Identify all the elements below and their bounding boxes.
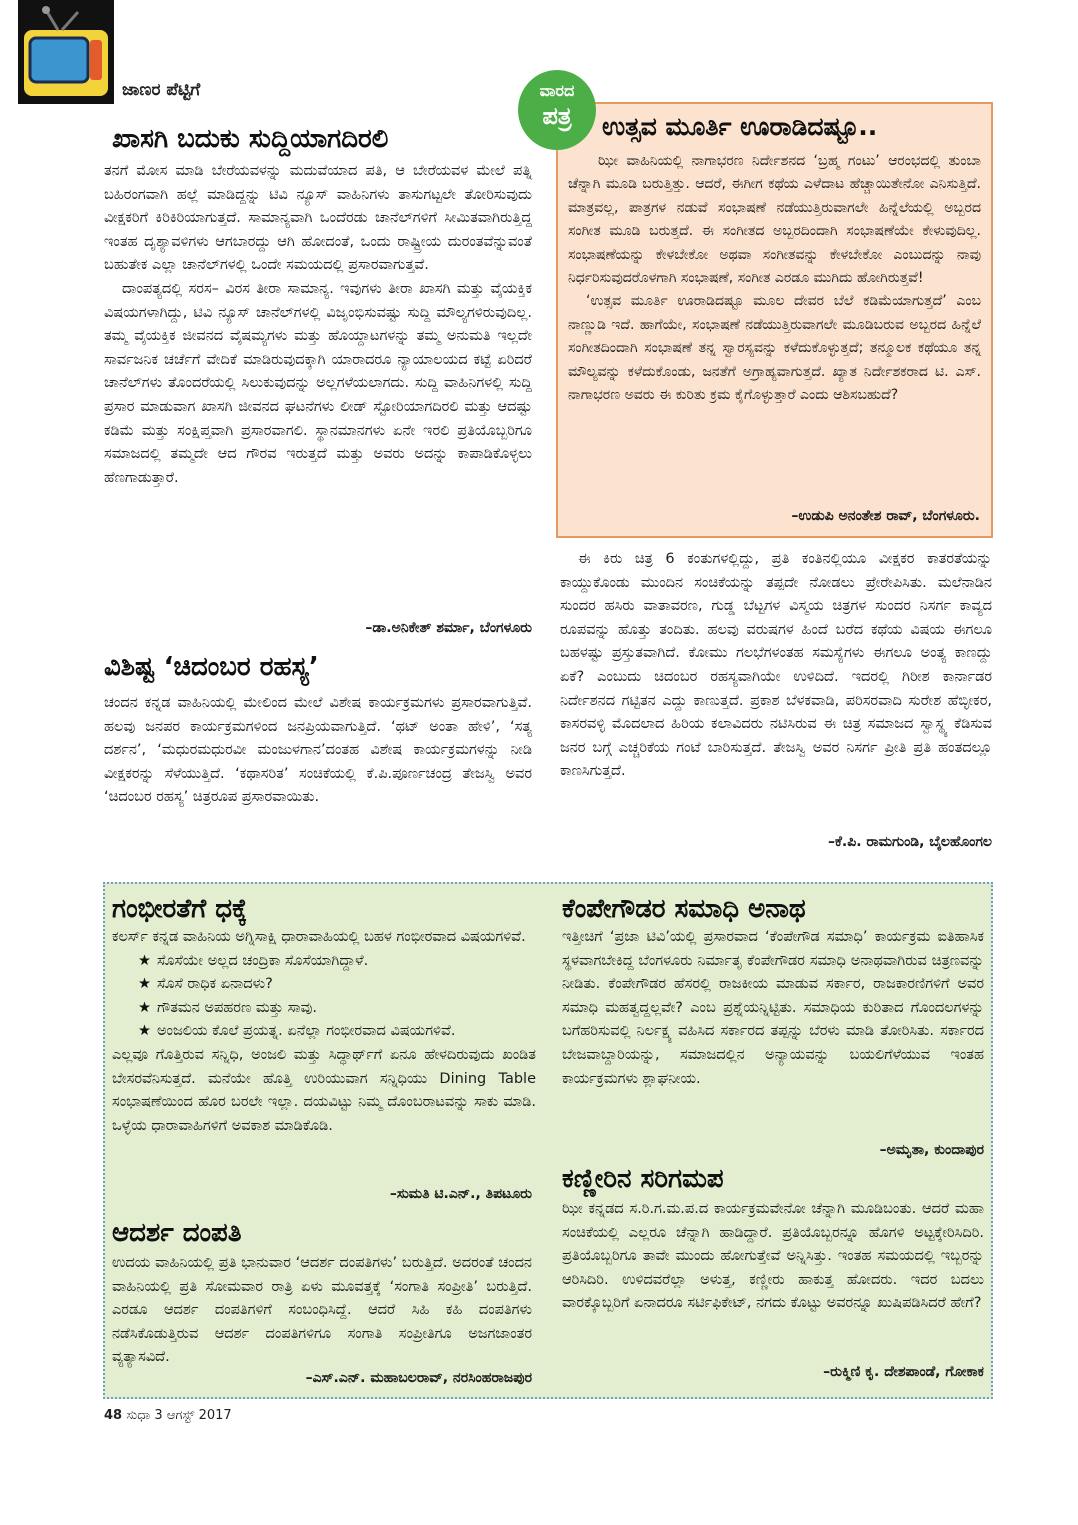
- article2-cont-body: [560, 548, 992, 784]
- page-number: 48: [104, 1408, 123, 1423]
- article5-body: ಇತ್ತೀಚಿಗೆ ‘ಪ್ರಜಾ ಟಿವಿ’ಯಲ್ಲಿ ಪ್ರಸಾರವಾದ ‘ಕೆಂಪೇಗೌಡ ಸಮಾಧಿ’ ಕಾರ್ಯಕ್ರಮ ಐತಿಹಾಸಿಕ ಸ್ಥಳವಾಗಬೇಕಿದ್ದ ಬೆಂಗಳೂರು ನಿರ್ಮಾತೃ ಕೆಂಪೇಗೌಡರ ಸಮಾಧಿ ಅನಾಥವಾಗಿರುವ ಚಿತ್ರಣವನ್ನು ನೀಡಿತು. ಕೆಂಪೇಗೌಡರ ಹೆಸರಲ್ಲಿ ರಾಜಕೀಯ ಮಾಡುವ ಸರ್ಕಾರ, ರಾಜಕಾರಣಿಗಳಿಗೆ ಅವರ ಸಮಾಧಿ ಮಹತ್ವದ್ದಲ್ಲವೇ? ಎಂಬ ಪ್ರಶ್ನೆಯನ್ನಿಟ್ಟಿತು. ಸಮಾಧಿಯ ಕುರಿತಾದ ಗೊಂದಲಗಳನ್ನು ಬಗೆಹರಿಸುವಲ್ಲಿ ನಿರ್ಲಕ್ಷ್ಯ ವಹಿಸಿದ ಸರ್ಕಾರದ ತಪ್ಪನ್ನು ಬೆರಳು ಮಾಡಿ ತೋರಿಸಿತು. ಸರ್ಕಾರದ ಬೇಜವಾಬ್ದಾರಿಯನ್ನು, ಸಮಾಜದಲ್ಲಿನ ಅನ್ಯಾಯವನ್ನು ಬಯಲಿಗೆಳೆಯುವ ಇಂತಹ ಕಾರ್ಯಕ್ರಮಗಳು ಶ್ಲಾಘನೀಯ.: [562, 929, 984, 1087]
- article5-signature: –ಅಮೃತಾ, ಕುಂದಾಪುರ: [879, 1142, 984, 1158]
- article5-title: ಕೆಂಪೇಗೌಡರ ಸಮಾಧಿ ಅನಾಥ: [562, 894, 806, 924]
- article3-title: ಗಂಭೀರತೆಗೆ ಧಕ್ಕೆ: [112, 894, 248, 924]
- tv-logo: [18, 0, 114, 104]
- article2-paragraph: ಚಂದನ ಕನ್ನಡ ವಾಹಿನಿಯಲ್ಲಿ ಮೇಲಿಂದ ಮೇಲೆ ವಿಶೇಷ ಕಾರ್ಯಕ್ರಮಗಳು ಪ್ರಸಾರವಾಗುತ್ತಿವೆ. ಹಲವು ಜನಪರ ಕಾರ್ಯಕ್ರಮಗಳಿಂದ ಜನಪ್ರಿಯವಾಗುತ್ತಿದೆ. ‘ಥಟ್ ಅಂತಾ ಹೇಳಿ’, ‘ಸತ್ಯ ದರ್ಶನ’, ‘ಮಧುರಮಧುರವೀ ಮಂಜುಳಗಾನ’ದಂತಹ ವಿಶೇಷ ಕಾರ್ಯಕ್ರಮಗಳನ್ನು ನೀಡಿ ವೀಕ್ಷಕರನ್ನು ಸೆಳೆಯುತ್ತಿದೆ. ‘ಕಥಾಸರಿತ’ ಸಂಚಿಕೆಯಲ್ಲಿ ಕೆ.ಪಿ.ಪೂರ್ಣಚಂದ್ರ ತೇಜಸ್ವಿ ಅವರ ‘ಚಿದಂಬರ ರಹಸ್ಯ’ ಚಿತ್ರರೂಪ ಪ್ರಸಾರವಾಯಿತು.: [104, 695, 532, 806]
- featured-paragraph: ಝೀ ವಾಹಿನಿಯಲ್ಲಿ ನಾಗಾಭರಣ ನಿರ್ದೇಶನದ ‘ಬ್ರಹ್ಮ ಗಂಟು’ ಆರಂಭದಲ್ಲಿ ತುಂಬಾ ಚೆನ್ನಾಗಿ ಮೂಡಿ ಬರುತ್ತಿತ್ತು. ಆದರೆ, ಈಗೀಗ ಕಥೆಯ ಎಳೆದಾಟ ಹೆಚ್ಚಾಯಿತೇನೋ ಎನಿಸುತ್ತಿದೆ. ಮಾತ್ರವಲ್ಲ, ಪಾತ್ರಗಳ ನಡುವೆ ಸಂಭಾಷಣೆ ನಡೆಯುತ್ತಿರುವಾಗಲೇ ಹಿನ್ನೆಲೆಯಲ್ಲಿ ಅಬ್ಬರದ ಸಂಗೀತ ಮೂಡಿ ಬರುತ್ತದೆ. ಈ ಸಂಗೀತದ ಅಬ್ಬರದಿಂದಾಗಿ ಸಂಭಾಷಣೆಯೇ ಕೇಳುವುದಿಲ್ಲ. ಸಂಭಾಷಣೆಯನ್ನು ಕೇಳಬೇಕೋ ಅಥವಾ ಸಂಗೀತವನ್ನು ಕೇಳಬೇಕೋ ಎಂಬುದನ್ನು ನಾವು ನಿರ್ಧರಿಸುವುದರೊಳಗಾಗಿ ಸಂಭಾಷಣೆ, ಸಂಗೀತ ಎರಡೂ ಮುಗಿದು ಹೋಗಿರುತ್ತವೆ!: [568, 153, 981, 287]
- weekly-letter-badge: [518, 70, 596, 150]
- article6-title: ಕಣ್ಣೀರಿನ ಸರಿಗಮಪ: [562, 1164, 724, 1194]
- article6-signature: –ರುಕ್ಮಿಣಿ ಕೃ. ದೇಶಪಾಂಡೆ, ಗೋಕಾಕ: [823, 1364, 984, 1380]
- article1-paragraph: ತನಗೆ ಮೋಸ ಮಾಡಿ ಬೇರೆಯವಳನ್ನು ಮದುವೆಯಾದ ಪತಿ, ಆ ಬೇರೆಯವಳ ಮೇಲೆ ಪತ್ನಿ ಬಹಿರಂಗವಾಗಿ ಹಲ್ಲೆ ಮಾಡಿದ್ದನ್ನು ಟಿವಿ ನ್ಯೂಸ್ ವಾಹಿನಿಗಳು ತಾಸುಗಟ್ಟಲೇ ತೋರಿಸುವುದು ವೀಕ್ಷಕರಿಗೆ ಕಿರಿಕಿರಿಯಾಗುತ್ತದೆ. ಸಾಮಾನ್ಯವಾಗಿ ಒಂದೆರಡು ಚಾನೆಲ್‌ಗಳಿಗೆ ಸೀಮಿತವಾಗಿರುತ್ತಿದ್ದ ಇಂತಹ ದೃಶ್ಯಾವಳಿಗಳು ಆಗಬಾರದ್ದು ಆಗಿ ಹೋದಂತೆ, ಒಂದು ರಾಷ್ಟ್ರೀಯ ದುರಂತವೆನ್ನುವಂತೆ ಬಹುತೇಕ ಎಲ್ಲಾ ಚಾನೆಲ್‌ಗಳಲ್ಲಿ ಒಂದೇ ಸಮಯದಲ್ಲಿ ಪ್ರಸಾರವಾಗುತ್ತವೆ.: [104, 163, 532, 274]
- featured-signature: –ಉಡುಪಿ ಅನಂತೇಶ ರಾವ್, ಬೆಂಗಳೂರು.: [791, 508, 980, 524]
- bullet-item: ★ ಗೌತಮನ ಅಪಹರಣ ಮತ್ತು ಸಾವು.: [138, 999, 318, 1016]
- badge-line2: ಪತ್ರ: [542, 102, 572, 130]
- star-icon: ★: [138, 952, 151, 969]
- footer-text: ಸುಧಾ 3 ಆಗಸ್ಟ್ 2017: [126, 1408, 232, 1423]
- article2-cont-signature: –ಕೆ.ಪಿ. ರಾಮಗುಂಡಿ, ಬೈಲಹೊಂಗಲ: [828, 834, 992, 850]
- page-footer: [104, 1408, 232, 1423]
- article3-body: [112, 926, 536, 1138]
- featured-body: [568, 150, 981, 407]
- article3-bullets: [112, 950, 536, 1044]
- article4-body: ಉದಯ ವಾಹಿನಿಯಲ್ಲಿ ಪ್ರತಿ ಭಾನುವಾರ ‘ಆದರ್ಶ ದಂಪತಿಗಳು’ ಬರುತ್ತಿದೆ. ಅದರಂತೆ ಚಂದನ ವಾಹಿನಿಯಲ್ಲಿ ಪ್ರತಿ ಸೋಮವಾರ ರಾತ್ರಿ ಏಳು ಮೂವತ್ತಕ್ಕೆ ‘ಸಂಗಾತಿ ಸಂಪ್ರೀತಿ’ ಬರುತ್ತಿದೆ. ಎರಡೂ ಆದರ್ಶ ದಂಪತಿಗಳಿಗೆ ಸಂಬಂಧಿಸಿದ್ದೆ. ಆದರೆ ಸಿಹಿ ಕಹಿ ದಂಪತಿಗಳು ನಡೆಸಿಕೊಡುತ್ತಿರುವ ಆದರ್ಶ ದಂಪತಿಗಳಿಗೂ ಸಂಗಾತಿ ಸಂಪ್ರೀತಿಗೂ ಅಜಗಜಾಂತರ ವ್ಯತ್ಯಾಸವಿದೆ.: [112, 1255, 532, 1366]
- star-icon: ★: [138, 976, 151, 993]
- bullet-item: ★ ಸೊಸೆಯೇ ಅಲ್ಲದ ಚಂದ್ರಿಕಾ ಸೊಸೆಯಾಗಿದ್ದಾಳೆ.: [138, 952, 369, 969]
- article2-title: ವಿಶಿಷ್ಟ ‘ಚಿದಂಬರ ರಹಸ್ಯ’: [104, 652, 319, 682]
- star-icon: ★: [138, 1023, 151, 1040]
- article4-title: ಆದರ್ಶ ದಂಪತಿ: [112, 1218, 242, 1248]
- article1-body: [104, 160, 532, 490]
- tv-icon: [18, 0, 114, 104]
- article4-signature: –ಎಸ್.ಎನ್. ಮಹಾಬಲರಾವ್, ನರಸಿಂಹರಾಜಪುರ: [305, 1370, 532, 1386]
- article3-paragraph: ಎಲ್ಲವೂ ಗೊತ್ತಿರುವ ಸನ್ನಿಧಿ, ಅಂಜಲಿ ಮತ್ತು ಸಿದ್ಧಾರ್ಥ್‌ಗೆ ಏನೂ ಹೇಳದಿರುವುದು ಖಂಡಿತ ಬೇಸರವೆನಿಸುತ್ತದೆ. ಮನೆಯೇ ಹೊತ್ತಿ ಉರಿಯುವಾಗ ಸನ್ನಿಧಿಯು Dining Table ಸಂಭಾಷಣೆಯಿಂದ ಹೊರ ಬರಲೇ ಇಲ್ಲಾ. ದಯವಿಟ್ಟು ನಿಮ್ಮ ದೊಂಬರಾಟವನ್ನು ಸಾಕು ಮಾಡಿ. ಒಳ್ಳೆಯ ಧಾರಾವಾಹಿಗಳಿಗೆ ಅವಕಾಶ ಮಾಡಿಕೊಡಿ.: [112, 1046, 536, 1134]
- bullet-item: ★ ಅಂಜಲಿಯ ಕೊಲೆ ಪ್ರಯತ್ನ. ಏನೆಲ್ಲಾ ಗಂಭೀರವಾದ ವಿಷಯಗಳಿವೆ.: [138, 1023, 456, 1040]
- article2-cont-paragraph: ಈ ಕಿರು ಚಿತ್ರ 6 ಕಂತುಗಳಲ್ಲಿದ್ದು, ಪ್ರತಿ ಕಂತಿನಲ್ಲಿಯೂ ವೀಕ್ಷಕರ ಕಾತರತೆಯನ್ನು ಕಾಯ್ದುಕೊಂಡು ಮುಂದಿನ ಸಂಚಿಕೆಯನ್ನು ತಪ್ಪದೇ ನೋಡಲು ಪ್ರೇರೇಪಿಸಿತು. ಮಲೆನಾಡಿನ ಸುಂದರ ಹಸಿರು ವಾತಾವರಣ, ಗುಡ್ಡ ಬೆಟ್ಟಗಳ ವಿಸ್ಮಯ ಚಿತ್ರಗಳ ಸುಂದರ ನಿಸರ್ಗ ಕಾವ್ಯದ ರೂಪವನ್ನು ಹೊತ್ತು ತಂದಿತು. ಹಲವು ವರುಷಗಳ ಹಿಂದೆ ಬರೆದ ಕಥೆಯ ವಿಷಯ ಈಗಲೂ ಬಹಳಷ್ಟು ಪ್ರಸ್ತುತವಾಗಿದೆ. ಕೋಮು ಗಲಭೆಗಳಂತಹ ಸಮಸ್ಯೆಗಳು ಈಗಲೂ ಅಂತ್ಯ ಕಾಣದ್ದು ಏಕೆ? ಎಂಬುದು ಚಿದಂಬರ ರಹಸ್ಯವಾಗಿಯೇ ಉಳಿದಿದೆ. ಇದರಲ್ಲಿ ಗಿರೀಶ ಕಾರ್ನಾಡರ ನಿರ್ದೇಶನದ ಗಟ್ಟಿತನ ಎದ್ದು ಕಾಣುತ್ತದೆ. ಪ್ರಕಾಶ ಬೆಳಕವಾಡಿ, ಪರಿಸರವಾದಿ ಸುರೇಶ ಹೆಬ್ಳೀಕರ, ಕಾಸರವಳ್ಳಿ ಮೊದಲಾದ ಹಿರಿಯ ಕಲಾವಿದರು ನಟಿಸಿರುವ ಈ ಚಿತ್ರ ಸಮಾಜದ ಸ್ವಾಸ್ಥ್ಯ ಕೆಡಿಸುವ ಜನರ ಬಗ್ಗೆ ಎಚ್ಚರಿಕೆಯ ಗಂಟೆ ಬಾರಿಸುತ್ತದೆ. ತೇಜಸ್ವಿ ಅವರ ನಿಸರ್ಗ ಪ್ರೀತಿ ಪ್ರತಿ ಹಂತದಲ್ಲೂ ಕಾಣಸಿಗುತ್ತದೆ.: [560, 551, 992, 780]
- badge-line1: ವಾರದ: [539, 81, 575, 100]
- section-label: ಜಾಣರ ಪೆಟ್ಟಿಗೆ: [122, 80, 201, 100]
- featured-letter-box: [556, 102, 993, 538]
- featured-title: ಉತ್ಸವ ಮೂರ್ತಿ ಊರಾಡಿದಷ್ಟೂ..: [602, 112, 878, 141]
- article6-body: ಝೀ ಕನ್ನಡದ ಸ.ರಿ.ಗ.ಮ.ಪ.ದ ಕಾರ್ಯಕ್ರಮವೇನೋ ಚೆನ್ನಾಗಿ ಮೂಡಿಬಂತು. ಆದರೆ ಮಹಾ ಸಂಚಿಕೆಯಲ್ಲಿ ಎಲ್ಲರೂ ಚೆನ್ನಾಗಿ ಹಾಡಿದ್ದಾರೆ. ಪ್ರತಿಯೊಬ್ಬರನ್ನೂ ಹೊಗಳಿ ಅಟ್ಟಕ್ಕೇರಿಸಿದಿರಿ. ಪ್ರತಿಯೊಬ್ಬರಿಗೂ ತಾವೇ ಮುಂದು ಹೋಗುತ್ತೇವೆ ಅನ್ನಿಸಿತ್ತು. ಇಂತಹ ಸಮಯದಲ್ಲಿ ಇಬ್ಬರನ್ನು ಆರಿಸಿದಿರಿ. ಉಳಿದವರೆಲ್ಲಾ ಅಳುತ್ತ, ಕಣ್ಣೀರು ಹಾಕುತ್ತ ಹೋದರು. ಇದರ ಬದಲು ವಾರಕ್ಕೊಬ್ಬರಿಗೆ ಏನಾದರೂ ಸರ್ಟಿಫಿಕೇಟ್, ನಗದು ಕೊಟ್ಟು ಅವರನ್ನೂ ಖುಷಿಪಡಿಸಿದರೆ ಹೇಗೆ?: [562, 1201, 984, 1312]
- bullet-item: ★ ಸೊಸೆ ರಾಧಿಕ ಏನಾದಳು?: [138, 976, 273, 993]
- article2-body: [104, 692, 532, 810]
- article1-paragraph: ದಾಂಪತ್ಯದಲ್ಲಿ ಸರಸ– ವಿರಸ ತೀರಾ ಸಾಮಾನ್ಯ. ಇವುಗಳು ತೀರಾ ಖಾಸಗಿ ಮತ್ತು ವೈಯಕ್ತಿಕ ವಿಷಯಗಳಾಗಿದ್ದು, ಟಿವಿ ನ್ಯೂಸ್ ಚಾನೆಲ್‌ಗಳಲ್ಲಿ ವಿಜೃಂಭಿಸುವಷ್ಟು ಸುದ್ದಿ ಮೌಲ್ಯಗಳಿರುವುದಿಲ್ಲ. ತಮ್ಮ ವೈಯಕ್ತಿಕ ಜೀವನದ ವೈಷಮ್ಯಗಳು ಮತ್ತು ಹೊಯ್ದಾಟಗಳನ್ನು ತಮ್ಮ ಅನುಮತಿ ಇಲ್ಲದೇ ಸಾರ್ವಜನಿಕ ಚರ್ಚೆಗೆ ವೇದಿಕೆ ಮಾಡಿರುವುದಕ್ಕಾಗಿ ಯಾರಾದರೂ ನ್ಯಾಯಾಲಯದ ಕಟ್ಟೆ ಏರಿದರೆ ಚಾನೆಲ್‌ಗಳು ತೊಂದರೆಯಲ್ಲಿ ಸಿಲುಕುವುದನ್ನು ಅಲ್ಲಗಳೆಯಲಾಗದು. ಸುದ್ದಿ ವಾಹಿನಿಗಳಲ್ಲಿ ಸುದ್ದಿ ಪ್ರಸಾರ ಮಾಡುವಾಗ ಖಾಸಗಿ ಜೀವನದ ಘಟನೆಗಳು ಲೀಡ್ ಸ್ಟೋರಿಯಾಗದಿರಲಿ ಮತ್ತು ಆದಷ್ಟು ಕಡಿಮೆ ಮತ್ತು ಸಂಕ್ಷಿಪ್ತವಾಗಿ ಪ್ರಸಾರವಾಗಲಿ. ಸ್ಥಾನಮಾನಗಳು ಏನೇ ಇರಲಿ ಪ್ರತಿಯೊಬ್ಬರಿಗೂ ಸಮಾಜದಲ್ಲಿ ತಮ್ಮದೇ ಆದ ಗೌರವ ಇರುತ್ತದೆ ಮತ್ತು ಅವರು ಅದನ್ನು ಕಾಪಾಡಿಕೊಳ್ಳಲು ಹೆಣಗಾಡುತ್ತಾರೆ.: [104, 280, 532, 486]
- article3-intro: ಕಲರ್ಸ್ ಕನ್ನಡ ವಾಹಿನಿಯ ಅಗ್ನಿಸಾಕ್ಷಿ ಧಾರಾವಾಹಿಯಲ್ಲಿ ಬಹಳ ಗಂಭೀರವಾದ ವಿಷಯಗಳಿವೆ.: [112, 929, 526, 945]
- article3-signature: –ಸುಮತಿ ಟಿ.ಎನ್., ತಿಪಟೂರು: [389, 1186, 532, 1202]
- star-icon: ★: [138, 999, 151, 1016]
- article1-signature: –ಡಾ.ಅನಿಕೇತ್ ಶರ್ಮಾ, ಬೆಂಗಳೂರು: [365, 620, 532, 636]
- article1-title: ಖಾಸಗಿ ಬದುಕು ಸುದ್ದಿಯಾಗದಿರಲಿ: [112, 124, 389, 154]
- featured-paragraph: ‘ಉತ್ಸವ ಮೂರ್ತಿ ಊರಾಡಿದಷ್ಟೂ ಮೂಲ ದೇವರ ಬೆಲೆ ಕಡಿಮೆಯಾಗುತ್ತದೆ’ ಎಂಬ ನಾಣ್ಣುಡಿ ಇದೆ. ಹಾಗೆಯೇ, ಸಂಭಾಷಣೆ ನಡೆಯುತ್ತಿರುವಾಗಲೇ ಮೂಡಿಬರುವ ಅಬ್ಬರದ ಹಿನ್ನೆಲೆ ಸಂಗೀತದಿಂದಾಗಿ ಸಂಭಾಷಣೆ ತನ್ನ ಸ್ವಾರಸ್ಯವನ್ನು ಕಳೆದುಕೊಳ್ಳುತ್ತದೆ; ತನ್ಮೂಲಕ ಕಥೆಯೂ ತನ್ನ ಮೌಲ್ಯವನ್ನು ಕಳೆದುಕೊಂಡು, ಜನತೆಗೆ ಅಗ್ರಾಹ್ಯವಾಗುತ್ತದೆ. ಖ್ಯಾತ ನಿರ್ದೇಶಕರಾದ ಟಿ. ಎಸ್. ನಾಗಾಭರಣ ಅವರು ಈ ಕುರಿತು ಕ್ರಮ ಕೈಗೊಳ್ಳುತ್ತಾರೆ ಎಂದು ಆಶಿಸಬಹುದೆ?: [568, 293, 981, 404]
